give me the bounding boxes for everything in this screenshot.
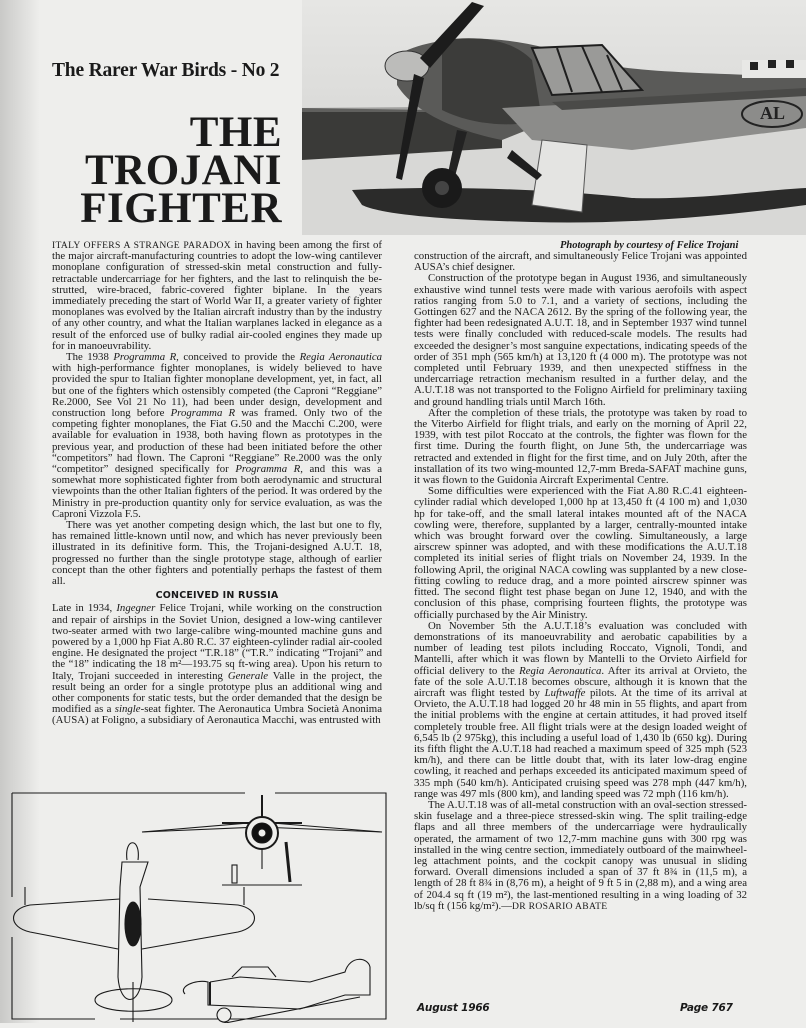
paragraph: The A.U.T.18 was of all-metal construction with an oval-section stressed-skin fuselage and a three-piece stressed-skin wing. The split trailing-edge flaps and all three members of the undercarriage were hydraulically operated, the armament of two 12,7-mm machine guns with 300 rpg was installed in the wing centre section, immediately outboard of the mainwheel-leg attachment points, and the cockpit canopy was unusual in sliding forward. Overall dimensions included a span of 37 ft 8¾ in (11,5 m), a length of 28 ft 8¾ in (8,76 m), a height of 9 ft 5 in (2,88 m), and a wing area of 204.4 sq ft (19 m²), the last-mentioned resulting in a wing loading of 32 lb/sq ft (156 kg/m²).—DR ROSARIO ABATE: [414, 798, 747, 912]
page-number: Page 767: [680, 1002, 733, 1014]
plan-view: [14, 843, 255, 1022]
article-title: [80, 109, 282, 232]
series-title: The Rarer War Birds - No 2: [52, 60, 280, 81]
issue-date: August 1966: [417, 1002, 490, 1014]
photo-caption: Photograph by courtesy of Felice Trojani: [560, 240, 739, 251]
intro-lead-in: ITALY OFFERS A STRANGE PARADOX: [52, 240, 231, 251]
three-view-drawing: [0, 787, 390, 1023]
article-column-right: [414, 251, 747, 912]
intro-paragraph: ITALY OFFERS A STRANGE PARADOX in having been among the first of the major aircraft-manufacturing countries to adopt the low-wing cantilever monoplane configuration of stressed-skin metal construction and fully-retractable undercarriage for her fighters, and the last to relinquish the be-strutted, wire-braced, fabric-covered fighter biplane. In the years immediately preceding the start of World War II, a greater variety of fighter monoplanes was evolved by the Italian aircraft industry than by the industry of any other country, and what the Italian warplanes lacked in elegance as a result of the enforced use of bulky radial air-cooled engines they made up for in manoeuvrability.: [52, 239, 382, 352]
paragraph: Some difficulties were experienced with the Fiat A.80 R.C.41 eighteen-cylinder radial which developed 1,000 hp at 13,450 ft (4 100 m) and 1,030 hp for take-off, and the small lateral intakes mounted aft of the NACA cowling were, therefore, supplanted by a larger, centrally-mounted intake which was brought forward over the cowling. Simultaneously, a large airscrew spinner was adopted, and with these modifications the A.U.T.18 completed its initial series of flight trials on November 24, 1939. In the following April, the original NACA cowling was supplanted by a new close-fitting cowling to reduce drag, and a more pointed airscrew spinner was fitted. The second flight test phase began on June 12, 1940, and with the conclusion of this phase, comprising fourteen flights, the prototype was officially purchased by the Air Ministry.: [414, 485, 747, 621]
title-line: FIGHTER: [80, 185, 282, 232]
author-byline: DR ROSARIO ABATE: [512, 900, 608, 912]
paragraph-continued: construction of the aircraft, and simultaneously Felice Trojani was appointed AUSA’s chief designer.: [414, 250, 747, 274]
article-column-left: [52, 240, 382, 727]
paragraph: There was yet another competing design which, the last but one to fly, has remained little-known until now, and which has never previously been illustrated in its definitive form. This, the Trojani-designed A.U.T. 18, progressed no further than the single prototype stage, although of earlier concept than the other fighters and potentially perhaps the fastest of them all.: [52, 519, 382, 588]
title-line: THE: [189, 109, 282, 156]
aircraft-photograph: [302, 0, 806, 235]
paragraph: Construction of the prototype began in August 1936, and simultaneously exhaustive wind tunnel tests were made with various aerofoils with aspect ratios ranging from 5.0 to 7.1, and a variety of sections, including the Gottingen 627 and the NACA 2612. By the spring of the following year, the fighter had been redesignated A.U.T. 18, and in September 1937 wind tunnel tests were finally concluded with reduced-scale models. The results had exceeded the designer’s most sanguine expectations, indicating speeds of the order of 351 mph (565 km/h) at 13,120 ft (4 000 m). The prototype was not completed until February 1939, and then unexpected stiffness in the undercarriage retraction mechanism resulted in a further delay, and the A.U.T.18 was not transported to the Foligno Airfield for preliminary taxiing and ground handling trials until March 16th.: [414, 272, 747, 408]
paragraph: Late in 1934, Ingegner Felice Trojani, while working on the construction and repair of airships in the Soviet Union, designed a low-wing cantilever two-seater armed with two large-calibre wing-mounted machine guns and powered by a 1,000 hp Fiat A.80 R.C. 37 eighteen-cylinder radial air-cooled engine. He designated the project “T.R.18” (“T.R.” indicating “Trojani” and the “18” indicating the 18 m²—193.75 sq ft-wing area). Upon his return to Italy, Trojani succeeded in interesting Generale Valle in the project, the result being an order for a single prototype plus an additional wing and other components for static tests, but the order demanded that the design be modified as a single-seat fighter. The Aeronautica Umbra Società Anonima (AUSA) at Foligno, a subsidiary of Aeronautica Macchi, was entrusted with: [52, 602, 382, 727]
paragraph: On November 5th the A.U.T.18’s evaluation was concluded with demonstrations of its manoeuvrability and aerobatic capabilities by a number of leading test pilots including Roccato, Vignoli, Tondi, and Mantelli, after which it was flown by Mantelli to the Orvieto Airfield for official delivery to the Regia Aeronautica. After its arrival at Orvieto, the fate of the sole A.U.T.18 becomes obscure, although it is known that the aircraft was flight tested by Luftwaffe pilots. At the time of its arrival at Orvieto, the A.U.T.18 had logged 20 hr 48 min in 55 flights, and apart from the initial problems with the engine at certain attitudes, it had proved itself completely trouble free. All flight trials were at the design loaded weight of 6,545 lb (2 975kg), this including a useful load of 1,430 lb (650 kg). During its fifth flight the A.U.T.18 had reached a maximum speed of 325 mph (523 km/h), and there can be little doubt that, with its later low-drag engine cowling, it reached and perhaps exceeded its anticipated maximum speed of 335 mph (540 km/h). Anticipated cruising speed was 278 mph (447 km/h), range was 497 mls (800 km), and landing speed was 72 mph (116 km/h).: [414, 619, 747, 800]
paragraph: The 1938 Programma R, conceived to provide the Regia Aeronautica with high-performance fighter monoplanes, is widely believed to have provided the spur to Italian fighter monoplane development, yet, in fact, all but one of the fighters which ostensibly competed (the Caproni “Reggiane” Re.2000, See Vol 21 No 11), had been under design, development and construction long before Programma R was framed. Only two of the competing fighter monoplanes, the Fiat G.50 and the Macchi C.200, were available for evaluation in 1938, both having flown as prototypes in the previous year, and production of these had been initiated before the other “competitors” had flown. The Caproni “Reggiane” Re.2000 was the only “competitor” designed specifically for Programma R, and this was a somewhat more sophisticated fighter from both aerodynamic and structural viewpoints than the other Italian fighters of the period. It was ordered by the Ministry in pre-production quantity only for service evaluation, as was the Caproni Vizzola F.5.: [52, 351, 383, 520]
title-line: TROJANI: [84, 147, 282, 194]
front-view: [142, 795, 382, 885]
paragraph: After the completion of these trials, the prototype was taken by road to the Viterbo Airfield for flight trials, and early on the morning of April 22, 1939, with test pilot Roccato at the controls, the fighter was flown for the first time. During the fourth flight, on June 5th, the undercarriage was retracted and extended in flight for the first time, and on July 20th, after the installation of its two wing-mounted 12,7-mm Breda-SAFAT machine guns, it was flown to the Guidonia Aircraft Experimental Centre.: [414, 406, 747, 487]
roundel-lettering: AL: [760, 103, 786, 123]
aircraft-photo-image: [302, 0, 806, 235]
section-subheading: CONCEIVED IN RUSSIA: [155, 590, 279, 602]
side-view: [183, 959, 370, 1023]
